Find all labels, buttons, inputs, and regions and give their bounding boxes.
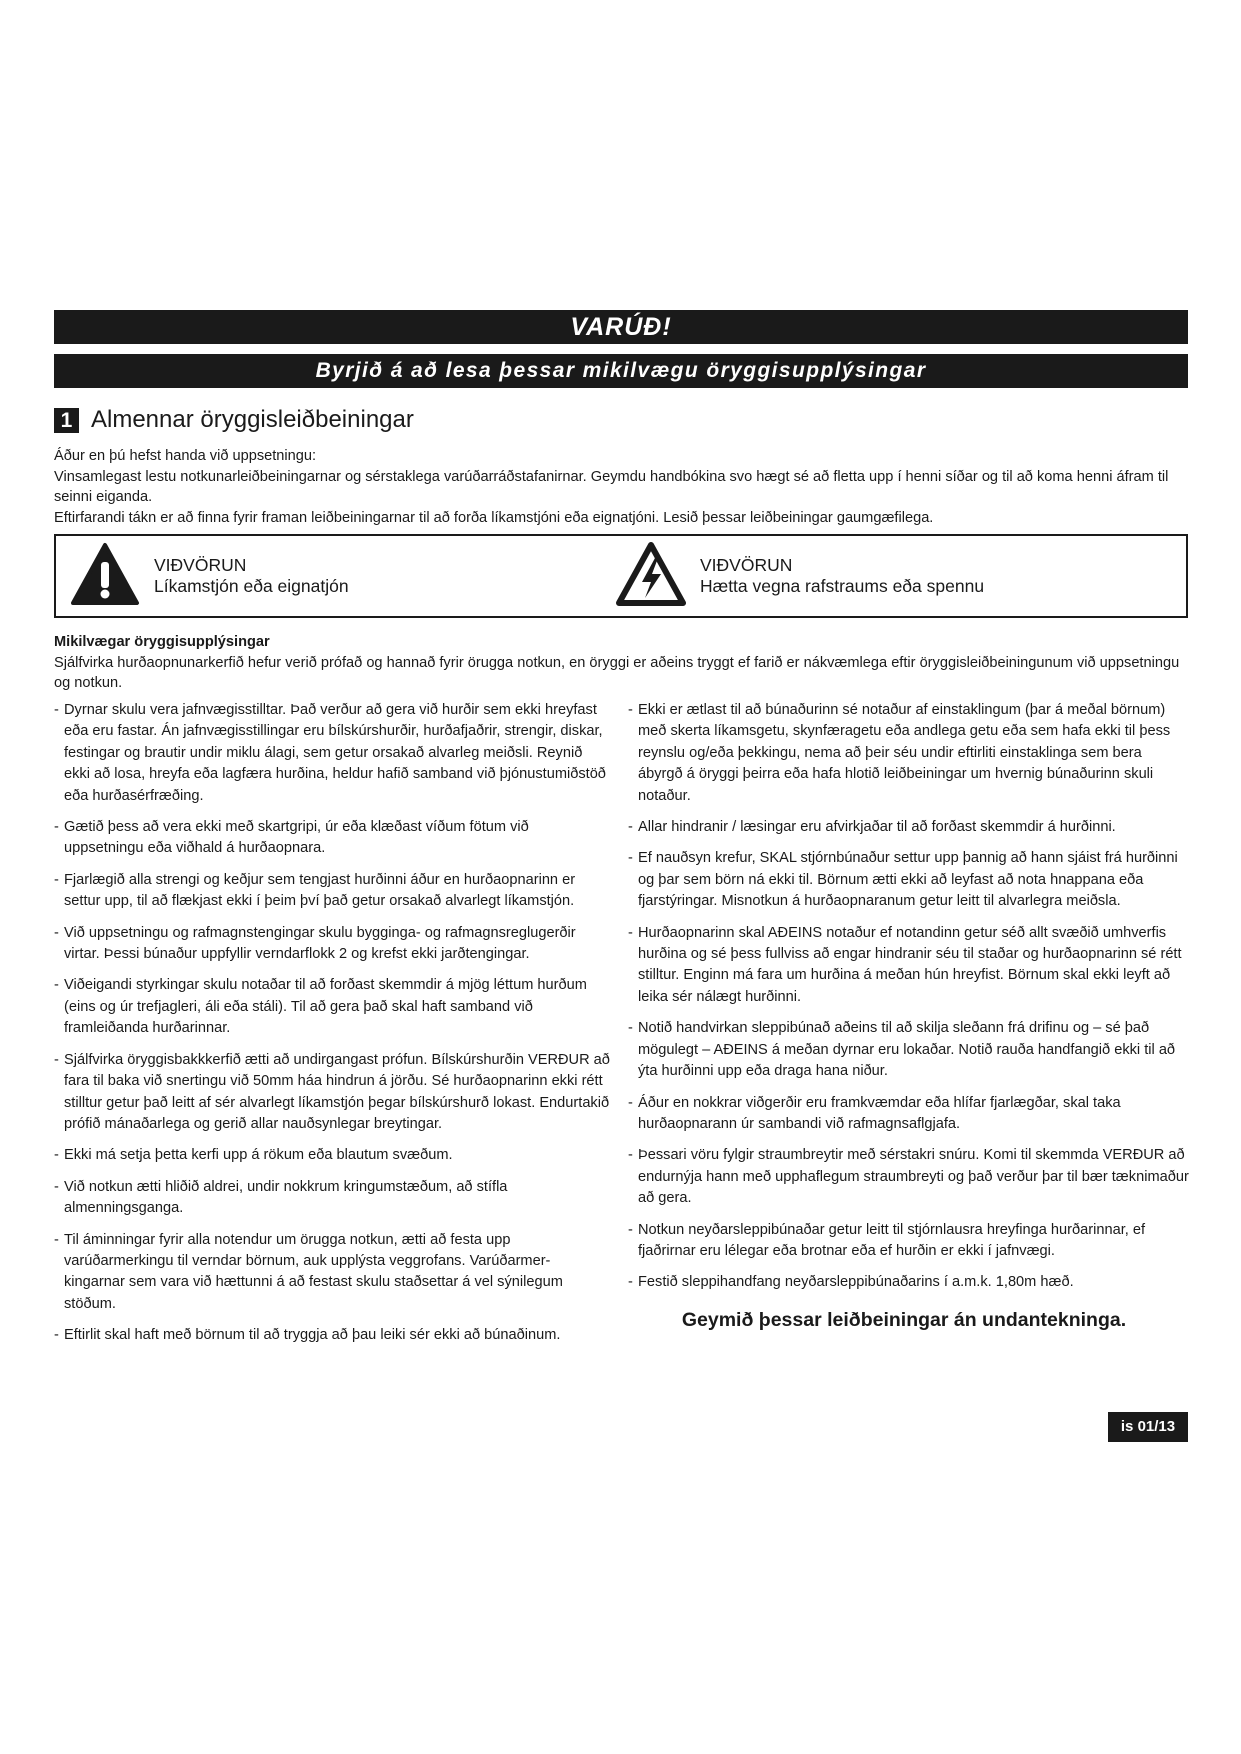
warning-symbols-box — [54, 534, 1188, 618]
list-item: - Festið sleppihandfang neyðarsleppibúnaðarins í a.m.k. 1,80m hæð. — [628, 1274, 1074, 1291]
keep-instructions-note: Geymið þessar leiðbeiningar án undantekninga. — [681, 1308, 1127, 1331]
important-title: Mikilvægar öryggisupplýsingar — [54, 634, 270, 650]
warning-text: Hætta vegna rafstraums eða spennu — [700, 576, 985, 596]
left-column — [54, 700, 610, 1357]
list-item: - Til áminningar fyrir alla notendur um örugga notkun, ætti að festa upp varúðarmerkingu til verndar börnum, auk upplýsta veggrofans. Varúðarmer-kingarnar sem vara við hættunni á að festast skulu staðsettar á vel sýnilegum stöðum. — [54, 1231, 563, 1312]
section-number: 1 — [54, 408, 79, 433]
list-item: - Notið handvirkan sleppibúnað aðeins til að skilja sleðann frá drifinu og – sé það mögulegt – AÐEINS á meðan dyrnar eru lokaðar. Notið rauða handfangið ekki til að ýta hurðinni upp eða draga hana niður. — [628, 1020, 1176, 1080]
list-item: - Ekki er ætlast til að búnaðurinn sé notaður af einstaklingum (þar á meðal börnum) með skerta líkamsgetu, skynfæragetu eða andlega getu eða sem hafa ekki til þess reynslu og/eða þekkingu, nema að þeir séu undir eftirliti einstaklinga sem bera ábyrgð á öryggi þeirra eða hafa hlotið leiðbeiningar um hvernig búnaðurinn skuli notaður. — [628, 702, 1171, 804]
warning-electrical — [616, 536, 984, 616]
important-text: Sjálfvirka hurðaopnunarkerfið hefur verið prófað og hannað fyrir örugga notkun, en öryggi er aðeins tryggt ef farið er nákvæmlega eftir öryggisleiðbeiningunum við uppsetningu og notkun. — [54, 654, 1180, 691]
electrical-hazard-icon — [616, 542, 686, 611]
list-item: - Ekki má setja þetta kerfi upp á rökum eða blautum svæðum. — [54, 1147, 453, 1164]
list-item: - Sjálfvirka öryggisbakkkerfið ætti að undirgangast prófun. Bílskúrshurðin VERÐUR að fara til baka við snertingu við 50mm háa hindrun á jörðu. Sé hurðaopnarinn ekki rétt stilltur getur það leitt af sér alvarlegt líkamstjón þegar bílskúrshurð lokast. Endurtakið prófið mánaðarlega og gerið allar nauðsynlegar breytingar. — [54, 1051, 610, 1132]
list-item: - Notkun neyðarsleppibúnaðar getur leitt til stjórnlausra hreyfinga hurðarinnar, ef fjaðrirnar eru lélegar eða brotnar eða ef hurðin er ekki í jafnvægi. — [628, 1221, 1146, 1259]
page-number-label: is 01/13 — [1108, 1412, 1188, 1442]
list-item: - Allar hindranir / læsingar eru afvirkjaðar til að forðast skemmdir á hurðinni. — [628, 819, 1116, 836]
list-item: - Fjarlægið alla strengi og keðjur sem tengjast hurðinni áður en hurðaopnarinn er settur upp, til að flækjast ekki í þeim því það getur orsakað alvarlegt líkamstjón. — [54, 871, 576, 910]
intro-line: Eftirfarandi tákn er að finna fyrir framan leiðbeiningarnar til að forða líkamstjóni eða eignatjóni. Lesið þessar leiðbeiningar gaumgæfilega. — [54, 509, 934, 526]
list-item: - Við notkun ætti hliðið aldrei, undir nokkrum kringumstæðum, að stífla almenningsganga. — [54, 1178, 508, 1217]
intro-text — [54, 446, 1188, 528]
section-title: Almennar öryggisleiðbeiningar — [91, 406, 414, 433]
important-info — [54, 632, 1188, 694]
list-item: - Áður en nokkrar viðgerðir eru framkvæmdar eða hlífar fjarlægðar, skal taka hurðaopnarann úr sambandi við rafmagnsaflgjafa. — [628, 1094, 1121, 1132]
intro-line: Áður en þú hefst handa við uppsetningu: — [54, 448, 317, 464]
section-heading — [54, 404, 414, 436]
list-item: - Ef nauðsyn krefur, SKAL stjórnbúnaður settur upp þannig að hann sjáist frá hurðinni og þar sem börn ná ekki til. Börnum ætti ekki að leyfast að nota hnappana eða fjarstýringar. Misnotkun á hurðaopnaranum getur leitt til alvarlegra meiðsla. — [628, 850, 1178, 910]
banner-title: VARÚÐ! — [54, 310, 1188, 344]
list-item: - Við uppsetningu og rafmagnstengingar skulu bygginga- og rafmagnsreglugerðir virtar. Þessi búnaður uppfyllir verndarflokk 2 og krefst ekki jarðtengingar. — [54, 924, 576, 963]
right-column — [628, 700, 1190, 1331]
warning-general — [70, 536, 349, 616]
list-item: - Hurðaopnarinn skal AÐEINS notaður ef notandinn getur séð allt svæðið umhverfis hurðina og sé þess fullviss að engar hindranir séu til staðar og hurðaopnarinn sé rétt stilltur. Enginn má fara um hurðina á meðan hún hreyfist. Börnum skal ekki leyft að leika sér nálægt hurðinni. — [628, 924, 1182, 1005]
exclamation-warning-icon — [70, 542, 140, 611]
warning-text: Líkamstjón eða eignatjón — [154, 576, 349, 596]
warning-title: VIÐVÖRUN — [700, 555, 793, 575]
intro-line: Vinsamlegast lestu notkunarleiðbeiningarnar og sérstaklega varúðarráðstafanirnar. Geymdu handbókina svo hægt sé að fletta upp í henni síðar og til að koma henni áfram til seinni eiganda. — [54, 468, 1169, 505]
warning-title: VIÐVÖRUN — [154, 555, 247, 575]
list-item: - Viðeigandi styrkingar skulu notaðar til að forðast skemmdir á mjög léttum hurðum (eins og úr trefjagleri, áli eða stáli). Til að gera það skal haft samband við framleiðanda hurðarinnar. — [54, 977, 587, 1037]
list-item: - Þessari vöru fylgir straumbreytir með sérstakri snúru. Komi til skemmda VERÐUR að endurnýja hann með upphaflegum straumbreyti og það verður þar til bær tæknimaður að gera. — [628, 1147, 1189, 1207]
list-item: - Gætið þess að vera ekki með skartgripi, úr eða klæðast víðum fötum við uppsetningu eða viðhald á hurðaopnara. — [54, 819, 529, 857]
banner-subtitle: Byrjið á að lesa þessar mikilvægu öryggisupplýsingar — [54, 354, 1188, 388]
list-item: - Eftirlit skal haft með börnum til að tryggja að þau leiki sér ekki að búnaðinum. — [54, 1327, 561, 1344]
list-item: - Dyrnar skulu vera jafnvægisstilltar. Það verður að gera við hurðir sem ekki hreyfast eða eru fastar. Án jafnvægisstillingar eru bílskúrshurðir, hurðafjaðrir, strengir, diskar, festingar og brautir undir miklu álagi, sem getur orsakað alvarleg meiðsli. Reynið ekki að losa, hreyfa eða lagfæra hurðina, heldur hafið samband við þjónustumiðstöð eða hurðasérfræðing. — [54, 702, 606, 804]
